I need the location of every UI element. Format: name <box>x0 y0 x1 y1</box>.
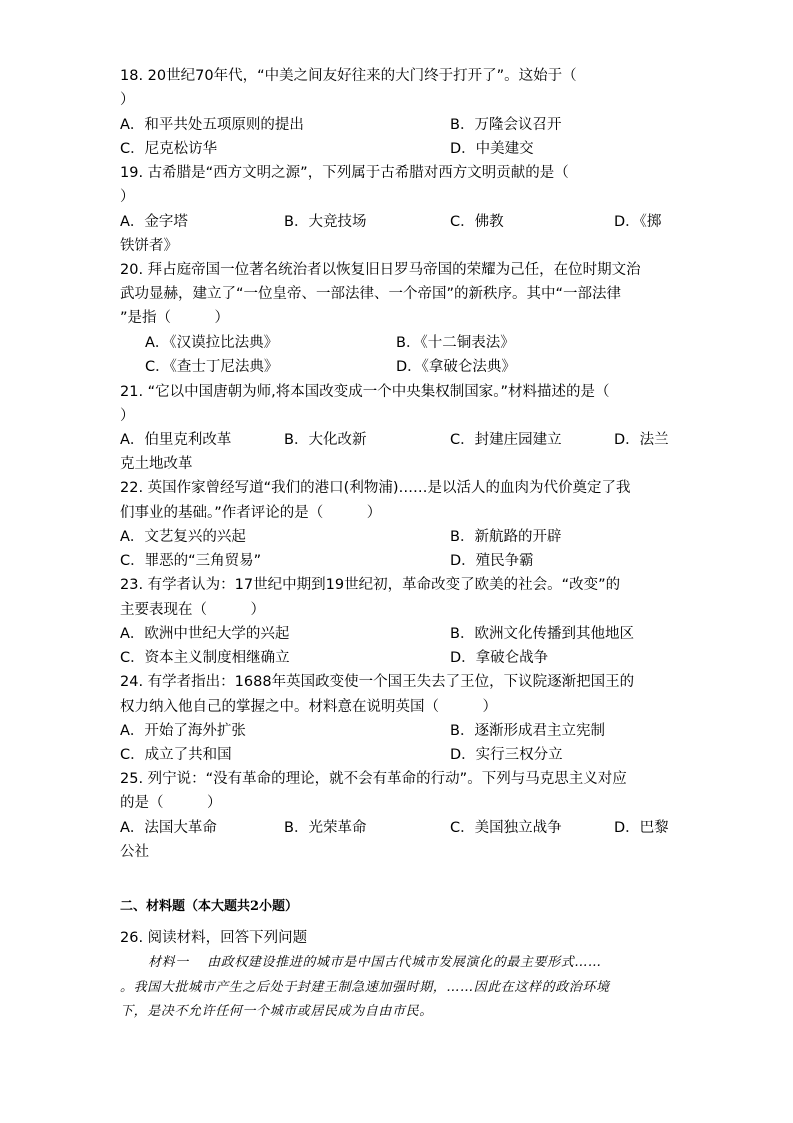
option-b: B．新航路的开辟 <box>450 529 562 545</box>
option-c: C．美国独立战争 <box>450 820 562 836</box>
question-stem: 20. 拜占庭帝国一位著名统治者以恢复旧日罗马帝国的荣耀为己任，在位时期文治 <box>120 262 641 278</box>
option-c: C．佛教 <box>450 214 504 230</box>
question-stem-cont: 的是（ ） <box>120 795 222 811</box>
option-b: B．大化改新 <box>284 432 367 448</box>
option-d-cont: 公社 <box>120 844 149 860</box>
option-d: D．殖民争霸 <box>450 553 534 569</box>
option-a: A．金字塔 <box>120 214 188 230</box>
option-d: D．法兰 <box>614 432 669 448</box>
option-b: B．欧洲文化传播到其他地区 <box>450 626 634 642</box>
option-a: A．法国大革命 <box>120 820 217 836</box>
question-stem: 23. 有学者认为：17世纪中期到19世纪初，革命改变了欧美的社会。“改变”的 <box>120 577 621 593</box>
option-a: A．文艺复兴的兴起 <box>120 529 246 545</box>
option-a: A．《汉谟拉比法典》 <box>145 335 279 351</box>
option-d: D．《拿破仑法典》 <box>396 359 516 375</box>
option-d: D．实行三权分立 <box>450 747 563 763</box>
question-26-stem: 26. 阅读材料，回答下列问题 <box>120 930 308 946</box>
option-c: C．尼克松访华 <box>120 141 218 157</box>
question-stem-cont: ） <box>120 189 135 205</box>
option-c: C．资本主义制度相继确立 <box>120 650 290 666</box>
question-stem-cont: ”是指（ ） <box>120 310 230 326</box>
option-a: A．开始了海外扩张 <box>120 723 246 739</box>
material-line: 材料一 由政权建设推进的城市是中国古代城市发展演化的最主要形式…… <box>148 955 602 970</box>
option-d: D．拿破仑战争 <box>450 650 549 666</box>
question-stem-cont: ） <box>120 92 135 108</box>
option-a: A．和平共处五项原则的提出 <box>120 117 304 133</box>
option-c: C．成立了共和国 <box>120 747 232 763</box>
question-stem-cont: 武功显赫，建立了“一位皇帝、一部法律、一个帝国”的新秩序。其中“一部法律 <box>120 286 622 302</box>
question-stem: 21. “它以中国唐朝为师,将本国改变成一个中央集权制国家。”材料描述的是（ <box>120 384 610 400</box>
option-d-cont: 铁饼者》 <box>120 238 178 254</box>
material-line: 。我国大批城市产生之后处于封建王制急速加强时期，……因此在这样的政治环境 <box>120 980 610 995</box>
option-c: C．《查士丁尼法典》 <box>145 359 279 375</box>
question-stem-cont: 权力纳入他自己的掌握之中。材料意在说明英国（ ） <box>120 699 497 715</box>
option-d: D．《掷 <box>614 214 662 230</box>
option-d: D．巴黎 <box>614 820 669 836</box>
option-c: C．封建庄园建立 <box>450 432 562 448</box>
option-b: B．光荣革命 <box>284 820 367 836</box>
material-line: 下，是决不允许任何一个城市或居民成为自由市民。 <box>120 1004 433 1019</box>
option-b: B．逐渐形成君主立宪制 <box>450 723 605 739</box>
question-stem-cont: ） <box>120 408 135 424</box>
option-b: B．大竞技场 <box>284 214 367 230</box>
question-stem-cont: 主要表现在（ ） <box>120 602 265 618</box>
question-stem: 19. 古希腊是“西方文明之源”，下列属于古希腊对西方文明贡献的是（ <box>120 165 569 181</box>
question-stem-cont: 们事业的基础。”作者评论的是（ ） <box>120 505 382 521</box>
option-a: A．伯里克利改革 <box>120 432 232 448</box>
question-stem: 18. 20世纪70年代，“中美之间友好往来的大门终于打开了”。这始于（ <box>120 68 577 84</box>
question-stem: 22. 英国作家曾经写道“我们的港口(利物浦)……是以活人的血肉为代价奠定了我 <box>120 480 631 496</box>
option-d: D．中美建交 <box>450 141 534 157</box>
option-b: B．万隆会议召开 <box>450 117 562 133</box>
option-c: C．罪恶的“三角贸易” <box>120 553 262 569</box>
option-a: A．欧洲中世纪大学的兴起 <box>120 626 290 642</box>
question-stem: 25. 列宁说：“没有革命的理论，就不会有革命的行动”。下列与马克思主义对应 <box>120 771 627 787</box>
option-d-cont: 克土地改革 <box>120 456 193 472</box>
question-stem: 24. 有学者指出：1688年英国政变使一个国王失去了王位，下议院逐渐把国王的 <box>120 674 635 690</box>
section-title: 二、材料题（本大题共2小题） <box>120 899 299 914</box>
option-b: B．《十二铜表法》 <box>396 335 515 351</box>
